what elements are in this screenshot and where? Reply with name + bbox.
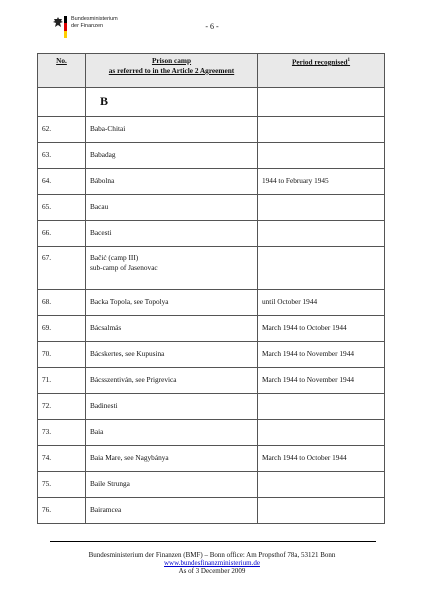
row-camp: Bábolna xyxy=(86,169,258,195)
row-camp: Bacau xyxy=(86,195,258,221)
table-row xyxy=(38,221,385,247)
row-number: 71. xyxy=(38,368,86,394)
header-camp-line2: as referred to in the Article 2 Agreement xyxy=(108,66,235,75)
row-camp: Bácsszentiván, see Prigrevica xyxy=(86,368,258,394)
footer-website-link[interactable]: www.bundesfinanzministerium.de xyxy=(164,559,260,567)
footer-address: Bundesministerium der Finanzen (BMF) – Bonn office: Am Propsthof 78a, 53121 Bonn xyxy=(88,551,336,559)
table-row xyxy=(38,446,385,472)
row-number: 64. xyxy=(38,169,86,195)
row-camp: Baile Strunga xyxy=(86,472,258,498)
logo-line-1: Bundesministerium xyxy=(71,16,118,22)
header-period xyxy=(258,54,385,88)
prison-camp-table xyxy=(37,53,385,524)
row-camp: Bácsalmás xyxy=(86,316,258,342)
row-period xyxy=(258,143,385,169)
table-row xyxy=(38,368,385,394)
logo-line-2: der Finanzen xyxy=(71,22,104,29)
footer-link-wrap xyxy=(0,559,424,567)
footer-divider xyxy=(50,541,376,542)
footer-date: As of 3 December 2009 xyxy=(178,567,246,575)
table-row xyxy=(38,394,385,420)
page-number: - 6 - xyxy=(205,22,219,31)
table-row xyxy=(38,498,385,524)
header-camp-line1: Prison camp xyxy=(151,56,192,65)
row-number: 73. xyxy=(38,420,86,446)
row-period xyxy=(258,420,385,446)
letter-row xyxy=(38,88,385,117)
table-row xyxy=(38,247,385,290)
table-row xyxy=(38,195,385,221)
row-number: 75. xyxy=(38,472,86,498)
header-period-label: Period recognised xyxy=(291,57,348,67)
table-row xyxy=(38,290,385,316)
footnote-marker: 1 xyxy=(347,58,351,63)
row-period: March 1944 to November 1944 xyxy=(258,368,385,394)
row-camp: Badinesti xyxy=(86,394,258,420)
row-period xyxy=(258,498,385,524)
row-number: 68. xyxy=(38,290,86,316)
row-number: 76. xyxy=(38,498,86,524)
row-period xyxy=(258,195,385,221)
row-number: 72. xyxy=(38,394,86,420)
row-camp: Bairamcea xyxy=(86,498,258,524)
row-period: March 1944 to October 1944 xyxy=(258,446,385,472)
row-camp: Baia xyxy=(86,420,258,446)
row-period: March 1944 to October 1944 xyxy=(258,316,385,342)
row-number: 69. xyxy=(38,316,86,342)
row-period xyxy=(258,247,385,290)
table-row xyxy=(38,472,385,498)
header-no: No. xyxy=(38,54,86,88)
row-number: 62. xyxy=(38,117,86,143)
row-number: 66. xyxy=(38,221,86,247)
row-camp: Baba-Chitai xyxy=(86,117,258,143)
row-number: 65. xyxy=(38,195,86,221)
table-row xyxy=(38,316,385,342)
table-row xyxy=(38,143,385,169)
row-period: 1944 to February 1945 xyxy=(258,169,385,195)
row-number: 74. xyxy=(38,446,86,472)
table-row xyxy=(38,342,385,368)
row-period xyxy=(258,394,385,420)
table-row xyxy=(38,169,385,195)
section-letter: B xyxy=(86,88,258,117)
row-camp-line2: sub-camp of Jasenovac xyxy=(90,263,158,272)
row-camp: Babadag xyxy=(86,143,258,169)
row-period: until October 1944 xyxy=(258,290,385,316)
row-period: March 1944 to November 1944 xyxy=(258,342,385,368)
row-camp: Bacesti xyxy=(86,221,258,247)
row-number: 70. xyxy=(38,342,86,368)
row-camp: Bácskertes, see Kupusina xyxy=(86,342,258,368)
table-row xyxy=(38,117,385,143)
row-camp: Baia Mare, see Nagybánya xyxy=(86,446,258,472)
row-camp xyxy=(86,247,258,290)
row-camp: Backa Topola, see Topolya xyxy=(86,290,258,316)
table-header-row xyxy=(38,54,385,88)
row-period xyxy=(258,117,385,143)
row-period xyxy=(258,221,385,247)
row-number: 63. xyxy=(38,143,86,169)
row-number: 67. xyxy=(38,247,86,290)
header-prison-camp xyxy=(86,54,258,88)
row-camp-line1: Bačić (camp III) xyxy=(90,253,139,262)
row-period xyxy=(258,472,385,498)
table-row xyxy=(38,420,385,446)
